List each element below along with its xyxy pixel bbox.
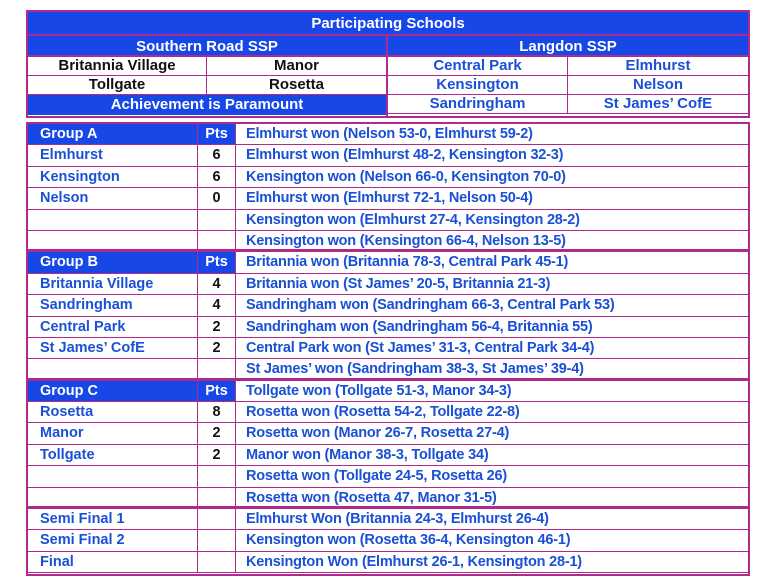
points-cell: Pts <box>198 124 236 144</box>
result-cell: Britannia won (St James’ 20-5, Britannia 21-3) <box>246 275 551 292</box>
points-cell <box>198 552 236 572</box>
table-row <box>28 317 748 338</box>
table-row <box>28 530 748 551</box>
school-cell: Kensington <box>388 76 568 95</box>
points-cell <box>198 488 236 506</box>
points-cell <box>198 466 236 486</box>
school-cell: Britannia Village <box>28 57 207 76</box>
table-row <box>28 188 748 209</box>
table-row <box>28 338 748 359</box>
table-row <box>28 488 748 509</box>
participating-schools-table <box>26 10 750 118</box>
result-cell: Elmhurst won (Nelson 53-0, Elmhurst 59-2) <box>246 126 533 142</box>
team-cell: Group A <box>28 124 198 144</box>
table-row <box>28 509 748 530</box>
points-cell <box>198 509 236 529</box>
school-cell: Elmhurst <box>568 57 748 76</box>
team-cell <box>28 359 198 377</box>
team-cell <box>28 488 198 506</box>
points-cell <box>198 530 236 550</box>
langdon-ssp-header: Langdon SSP <box>388 36 748 57</box>
team-cell: Semi Final 2 <box>28 530 198 550</box>
team-cell: Rosetta <box>28 402 198 422</box>
team-cell: Kensington <box>28 167 198 187</box>
result-cell: Elmhurst won (Elmhurst 72-1, Nelson 50-4) <box>246 190 533 207</box>
table-row <box>28 423 748 444</box>
points-cell <box>198 231 236 249</box>
results-table <box>26 122 750 576</box>
result-cell: Manor won (Manor 38-3, Tollgate 34) <box>246 446 489 463</box>
team-cell: Nelson <box>28 188 198 208</box>
result-cell: Kensington won (Kensington 66-4, Nelson 13-5) <box>246 232 566 249</box>
team-cell <box>28 231 198 249</box>
points-cell: 8 <box>198 402 236 422</box>
group-header-row <box>28 381 748 402</box>
table-row <box>28 445 748 466</box>
team-cell: Final <box>28 552 198 572</box>
southern-road-ssp-section <box>28 36 388 116</box>
result-cell: Rosetta won (Rosetta 54-2, Tollgate 22-8) <box>246 404 520 421</box>
group-header-row <box>28 124 748 145</box>
result-cell: Rosetta won (Manor 26-7, Rosetta 27-4) <box>246 425 510 442</box>
result-cell: Kensington won (Nelson 66-0, Kensington 70-0) <box>246 168 566 185</box>
result-cell: Kensington won (Rosetta 36-4, Kensington 46-1) <box>246 532 571 549</box>
table-row <box>28 274 748 295</box>
school-cell: Nelson <box>568 76 748 95</box>
result-cell: Kensington won (Elmhurst 27-4, Kensington 28-2) <box>246 211 580 228</box>
table-row <box>28 167 748 188</box>
points-cell: 2 <box>198 338 236 358</box>
team-cell <box>28 210 198 230</box>
points-cell: Pts <box>198 381 236 401</box>
team-cell: Britannia Village <box>28 274 198 294</box>
result-cell: Rosetta won (Rosetta 47, Manor 31-5) <box>246 489 497 506</box>
points-cell: 2 <box>198 445 236 465</box>
team-cell: Manor <box>28 423 198 443</box>
team-cell: Central Park <box>28 317 198 337</box>
points-cell: 2 <box>198 423 236 443</box>
team-cell: Semi Final 1 <box>28 509 198 529</box>
school-cell: Central Park <box>388 57 568 76</box>
result-cell: Elmhurst Won (Britannia 24-3, Elmhurst 26-4) <box>246 511 549 528</box>
school-cell: Sandringham <box>388 95 568 114</box>
team-cell: St James’ CofE <box>28 338 198 358</box>
points-cell: 4 <box>198 295 236 315</box>
school-cell: Manor <box>207 57 386 76</box>
page-title-fragment <box>225 0 545 8</box>
table-row <box>28 359 748 380</box>
langdon-ssp-section <box>388 36 748 116</box>
points-cell: 0 <box>198 188 236 208</box>
school-cell: St James’ CofE <box>568 95 748 114</box>
points-cell: Pts <box>198 252 236 272</box>
table-row <box>28 231 748 252</box>
school-cell: Rosetta <box>207 76 386 95</box>
table-row <box>28 295 748 316</box>
team-cell <box>28 466 198 486</box>
points-cell: 4 <box>198 274 236 294</box>
team-cell: Tollgate <box>28 445 198 465</box>
points-cell <box>198 359 236 377</box>
result-cell: Sandringham won (Sandringham 66-3, Central Park 53) <box>246 297 615 314</box>
result-cell: Sandringham won (Sandringham 56-4, Britannia 55) <box>246 318 593 335</box>
southern-road-ssp-header: Southern Road SSP <box>28 36 386 57</box>
result-cell: Rosetta won (Tollgate 24-5, Rosetta 26) <box>246 468 508 485</box>
points-cell <box>198 210 236 230</box>
result-cell: Elmhurst won (Elmhurst 48-2, Kensington 32-3) <box>246 147 564 164</box>
points-cell: 6 <box>198 145 236 165</box>
result-cell: Central Park won (St James’ 31-3, Central Park 34-4) <box>246 339 595 356</box>
result-cell: St James’ won (Sandringham 38-3, St James’ 39-4) <box>246 361 584 378</box>
team-cell: Sandringham <box>28 295 198 315</box>
table-row <box>28 552 748 573</box>
team-cell: Elmhurst <box>28 145 198 165</box>
participating-schools-header: Participating Schools <box>28 12 748 36</box>
points-cell: 6 <box>198 167 236 187</box>
result-cell: Tollgate won (Tollgate 51-3, Manor 34-3) <box>246 382 512 399</box>
table-row <box>28 145 748 166</box>
motto-banner: Achievement is Paramount <box>28 95 386 115</box>
team-cell: Group C <box>28 381 198 401</box>
team-cell: Group B <box>28 252 198 272</box>
result-cell: Britannia won (Britannia 78-3, Central Park 45-1) <box>246 254 569 271</box>
table-row <box>28 210 748 231</box>
school-cell: Tollgate <box>28 76 207 95</box>
result-cell: Kensington Won (Elmhurst 26-1, Kensington 28-1) <box>246 553 582 570</box>
points-cell: 2 <box>198 317 236 337</box>
group-header-row <box>28 252 748 273</box>
table-row <box>28 466 748 487</box>
table-row <box>28 402 748 423</box>
